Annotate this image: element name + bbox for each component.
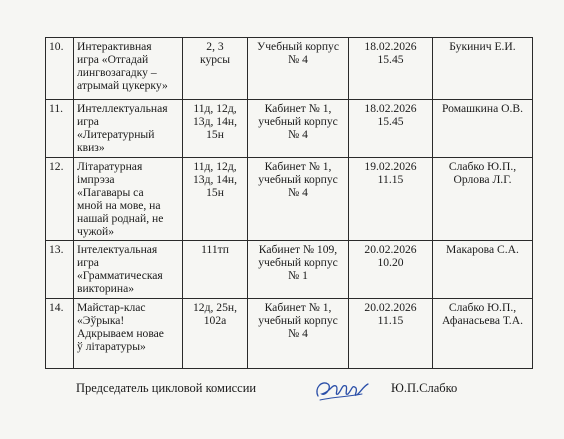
cell-event-title-line: игра [77,256,99,269]
cell-datetime [349,158,433,241]
cell-groups-line: 2, 3 [206,40,224,53]
cell-event-title-line: Адкрываем новае [77,327,164,340]
cell-location [248,158,349,241]
cell-number: 12. [46,158,74,241]
event-date: 18.02.2026 [364,40,417,53]
cell-groups-line: 11д, 12д, [193,102,237,115]
cell-location [248,241,349,299]
cell-event-title-line: Интерактивная [77,40,152,53]
cell-location-line: № 4 [288,53,308,66]
cell-location-line: Кабинет № 1, [264,160,332,173]
cell-responsible-line: Букинич Е.И. [449,40,516,53]
chairman-label: Председатель цикловой комиссии [76,381,257,395]
events-table-body [46,38,533,369]
cell-number: 10. [46,38,74,100]
table-row [46,100,533,158]
signature-image [312,370,372,408]
event-time: 15.45 [377,115,404,128]
event-time: 11.15 [377,173,404,186]
cell-event-title-line: Майстар-клас [77,301,146,314]
cell-event-title [74,100,183,158]
cell-number: 13. [46,241,74,299]
cell-location-line: Кабинет № 1, [264,301,332,314]
cell-groups-line: курсы [200,53,230,66]
cell-groups [183,38,248,100]
cell-groups-line: 12д, 25н, [193,301,237,314]
cell-event-title-line: Інтелектуальная [77,243,158,256]
cell-groups-line: 15н [206,128,224,141]
cell-datetime [349,100,433,158]
cell-responsible [433,241,533,299]
cell-event-title-line: квиз» [77,141,105,154]
cell-event-title-line: «Грамматическая [77,269,163,282]
cell-event-title-line: «Эўрыка! [77,314,125,327]
cell-responsible [433,299,533,369]
cell-groups [183,241,248,299]
cell-responsible-line: Афанасьева Т.А. [442,314,523,327]
cell-groups-line: 13д, 14н, [193,115,237,128]
cell-responsible [433,38,533,100]
cell-responsible-line: Орлова Л.Г. [453,173,512,186]
table-row [46,241,533,299]
table-row [46,38,533,100]
cell-groups-line: 102а [203,314,227,327]
chairman-name: Ю.П.Слабко [391,381,458,395]
cell-event-title [74,241,183,299]
events-table [45,37,533,369]
event-date: 19.02.2026 [364,160,417,173]
cell-number: 14. [46,299,74,369]
cell-responsible-line: Макарова С.А. [446,243,519,256]
cell-event-title [74,299,183,369]
cell-event-title-line: игра [77,115,99,128]
event-date: 20.02.2026 [364,243,417,256]
cell-responsible [433,158,533,241]
cell-location-line: Кабинет № 1, [264,102,332,115]
event-time: 10.20 [377,256,404,269]
cell-event-title [74,38,183,100]
cell-location-line: № 4 [288,327,308,340]
cell-location-line: учебный корпус [258,115,338,128]
cell-event-title-line: «Литературный [77,128,155,141]
cell-event-title-line: мной на мове, на [77,199,161,212]
cell-datetime [349,38,433,100]
cell-responsible [433,100,533,158]
cell-location-line: Учебный корпус [257,40,339,53]
cell-groups-line: 111тп [201,243,229,256]
cell-location-line: Кабинет № 109, [258,243,338,256]
event-time: 15.45 [377,53,404,66]
cell-event-title-line: атрымай цукерку» [77,79,168,92]
cell-event-title [74,158,183,241]
cell-location-line: № 4 [288,186,308,199]
cell-event-title-line: чужой» [77,225,114,238]
cell-location-line: учебный корпус [258,173,338,186]
cell-event-title-line: викторина» [77,282,135,295]
cell-location-line: № 4 [288,128,308,141]
cell-location-line: учебный корпус [258,314,338,327]
cell-event-title-line: Интеллектуальная [77,102,168,115]
cell-event-title-line: игра «Отгадай [77,53,149,66]
cell-groups [183,100,248,158]
cell-location [248,100,349,158]
cell-datetime [349,299,433,369]
cell-number: 11. [46,100,74,158]
event-date: 18.02.2026 [364,102,417,115]
cell-event-title-line: «Пагавары са [77,186,144,199]
cell-location [248,299,349,369]
cell-groups-line: 13д, 14н, [193,173,237,186]
cell-event-title-line: імпрэза [77,173,115,186]
event-time: 11.15 [377,314,404,327]
event-date: 20.02.2026 [364,301,417,314]
cell-event-title-line: лингвозагадку – [77,66,157,79]
cell-event-title-line: ў літаратуры» [77,340,146,353]
cell-location-line: учебный корпус [258,256,338,269]
cell-responsible-line: Ромашкина О.В. [441,102,524,115]
cell-groups [183,158,248,241]
cell-responsible-line: Слабко Ю.П., [448,301,517,314]
table-row [46,158,533,241]
cell-event-title-line: Літаратурная [77,160,143,173]
cell-datetime [349,241,433,299]
cell-groups-line: 15н [206,186,224,199]
cell-location-line: № 1 [288,269,308,282]
cell-location [248,38,349,100]
cell-groups-line: 11д, 12д, [193,160,237,173]
cell-event-title-line: нашай роднай, не [77,212,164,225]
table-row [46,299,533,369]
cell-responsible-line: Слабко Ю.П., [448,160,517,173]
cell-groups [183,299,248,369]
